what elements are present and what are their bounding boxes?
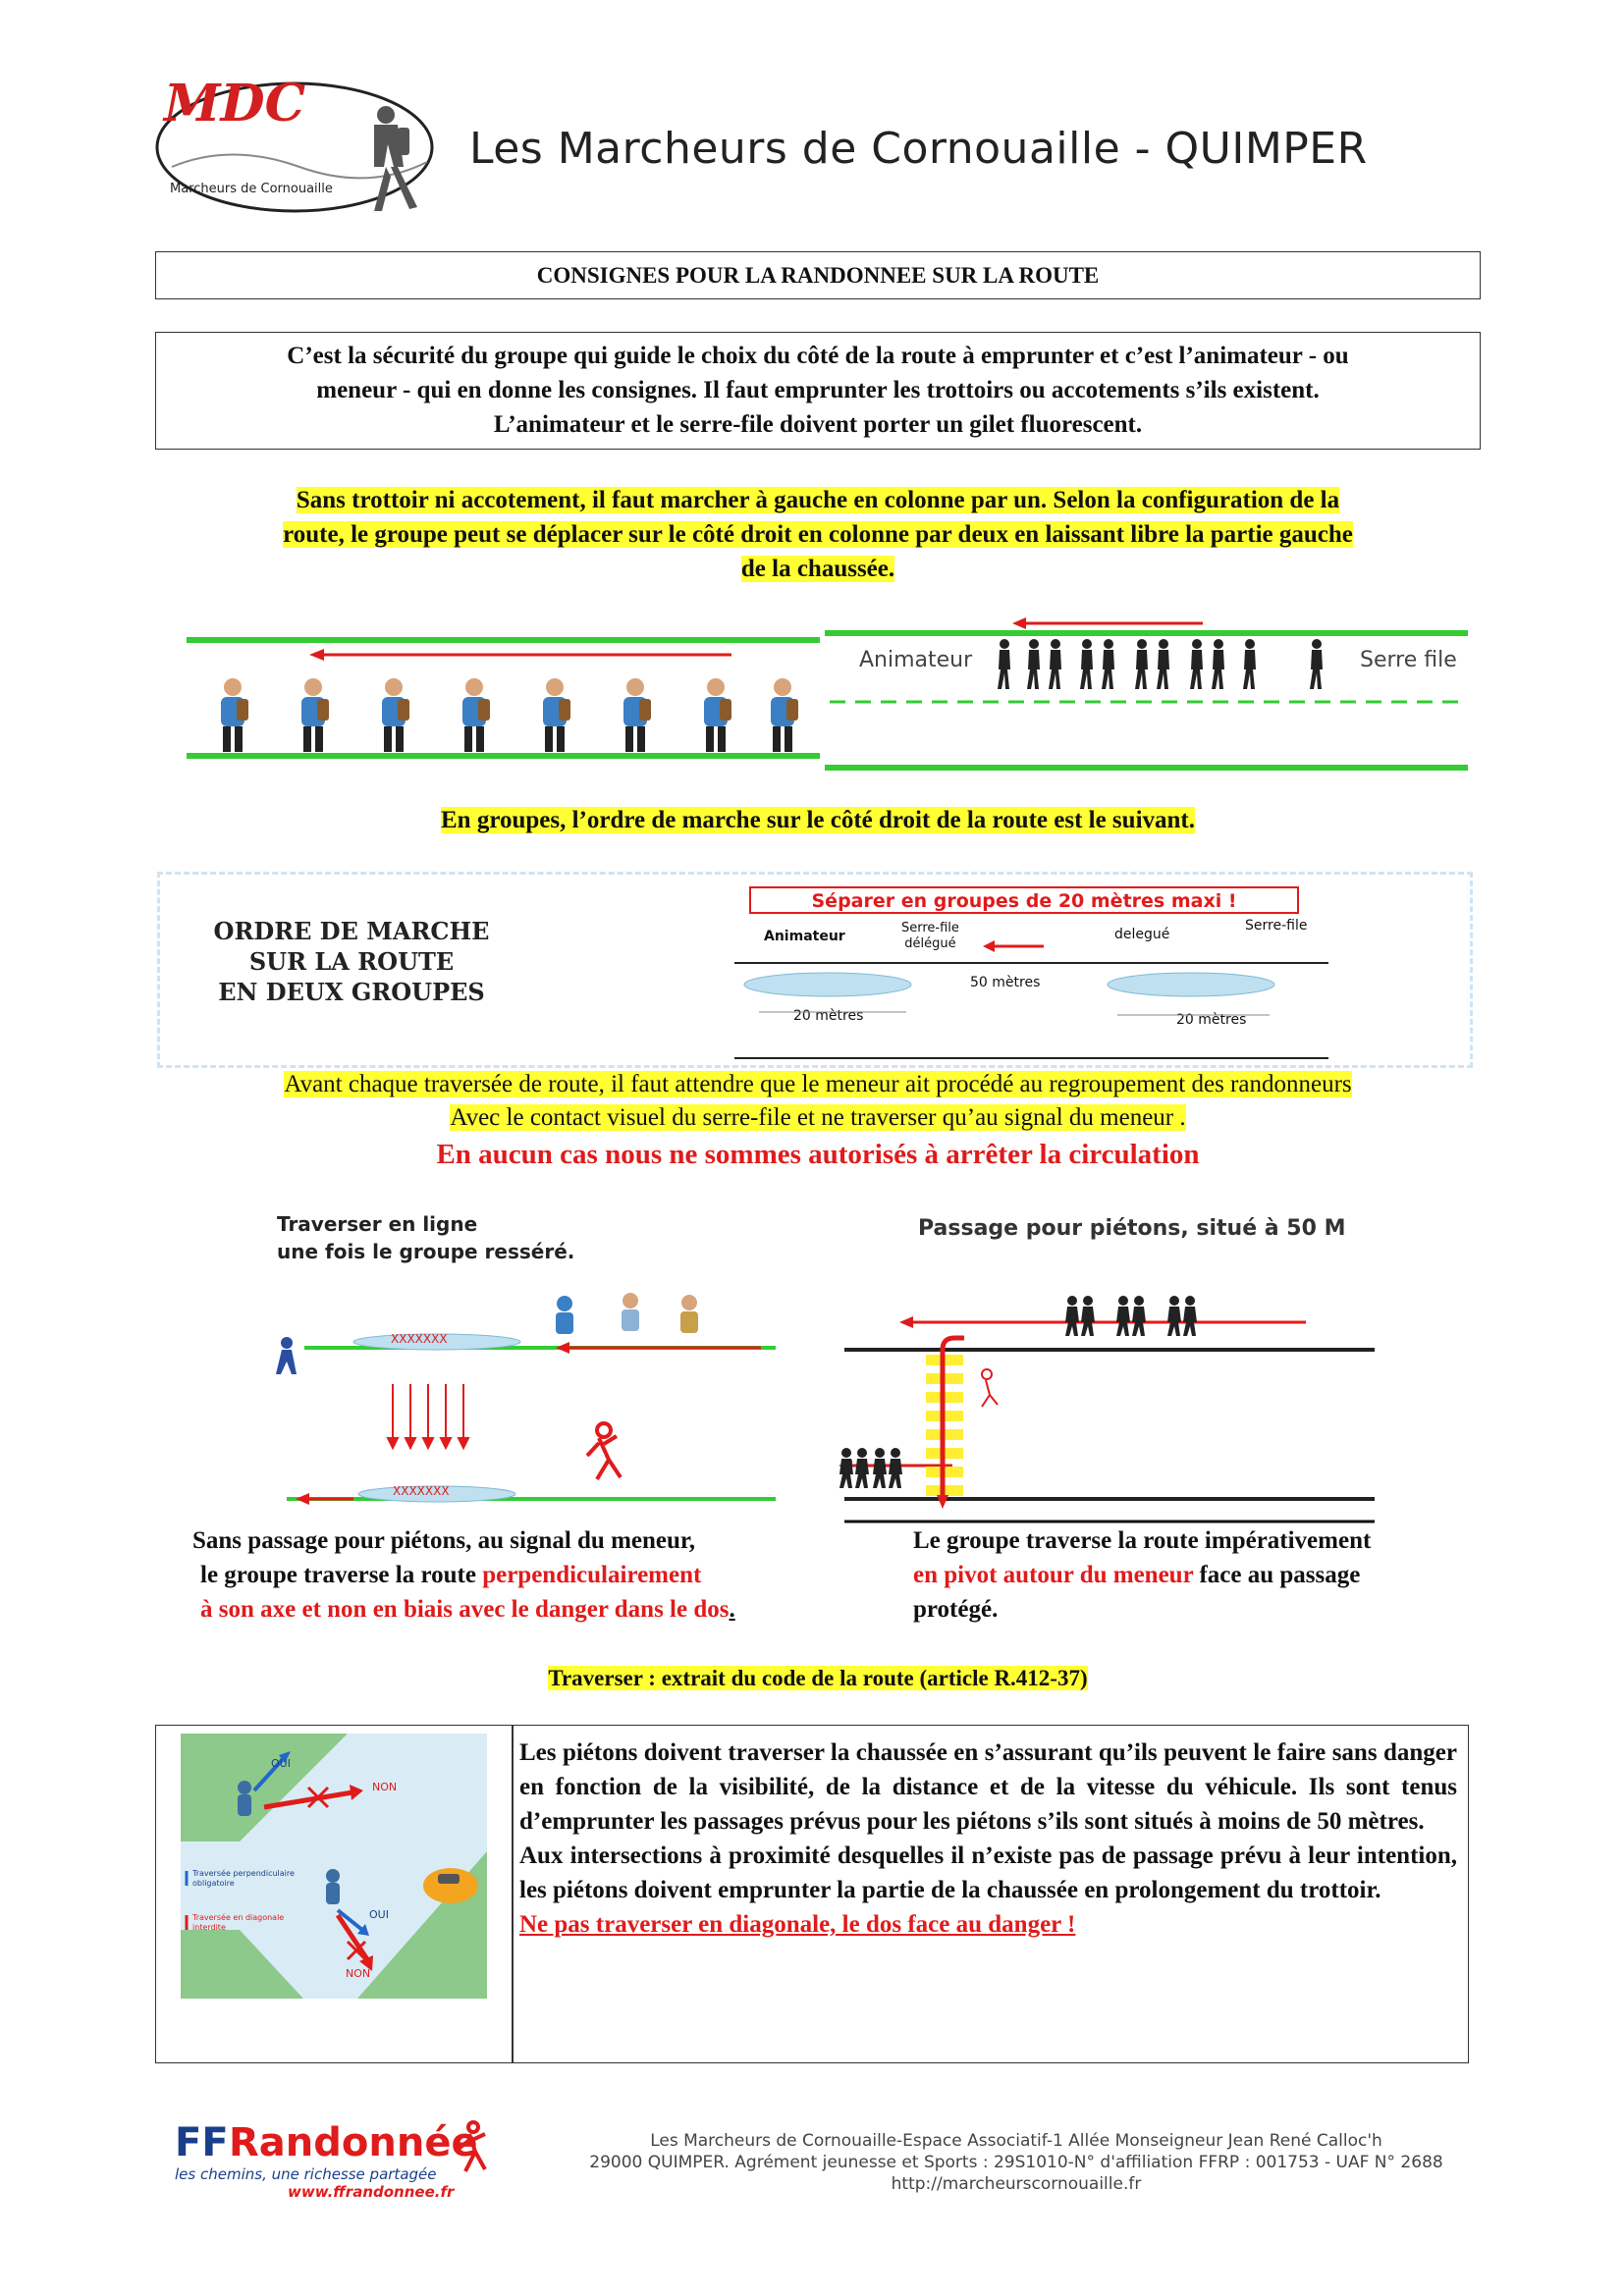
brand-tagline: les chemins, une richesse partagée: [175, 2165, 437, 2183]
crossing-figure: [265, 1202, 1384, 1526]
rule-line: route, le groupe peut se déplacer sur le côté droit en colonne par deux en laissant libre la partie gauche: [283, 521, 1353, 548]
brand-randonnee: Randonnée: [229, 2120, 478, 2165]
legend-diagonal: Traversée en diagonale interdite: [192, 1913, 285, 1932]
oui-label: OUI: [369, 1908, 389, 1921]
non-label: NON: [346, 1967, 371, 1980]
road-column-figure: [182, 609, 1478, 775]
caption-no-crosswalk: Sans passage pour piétons, au signal du meneur, le groupe traverse la route perpendiculairement à son axe et non en biais avec le danger dans le dos.: [192, 1527, 735, 1623]
oui-label: OUI: [271, 1757, 291, 1770]
group-length-label: 20 mètres: [1176, 1012, 1247, 1028]
serre-file-delegue-label: Serre-file délégué: [901, 921, 959, 951]
legend-perpendicular: Traversée perpendiculaire obligatoire: [192, 1869, 295, 1888]
march-order-title: ORDRE DE MARCHE SUR LA ROUTE EN DEUX GROUPES: [213, 917, 490, 1006]
group-length-label: 20 mètres: [793, 1008, 864, 1024]
crossing-left-title: Traverser en ligne une fois le groupe resséré.: [277, 1212, 575, 1263]
page-title: CONSIGNES POUR LA RANDONNEE SUR LA ROUTE: [155, 251, 1481, 299]
logo-text: MDC: [164, 74, 306, 133]
animateur-label: Animateur: [859, 648, 973, 672]
non-label: NON: [372, 1781, 398, 1793]
animateur-label: Animateur: [764, 929, 845, 944]
serre-file-label: Serre file: [1360, 648, 1457, 672]
intro-box: [155, 332, 1481, 450]
march-order-figure: [157, 872, 1473, 1068]
crosswalk-title: Passage pour piétons, situé à 50 M: [918, 1216, 1346, 1241]
intro-line: meneur - qui en donne les consignes. Il faut emprunter les trottoirs ou accotements s’ils existent.: [316, 377, 1320, 403]
club-title: Les Marcheurs de Cornouaille - QUIMPER: [469, 124, 1368, 174]
intersection-illustration: [181, 1734, 487, 1999]
code-paragraph: Les piétons doivent traverser la chaussée en s’assurant qu’ils peuvent le faire sans danger en fonction de la visibilité, de la distance et de la vitesse du véhicule. Ils sont tenus d’emprunter les passages prévus pour les piétons s’ils sont situés à moins de 50 mètres.: [519, 1739, 1457, 1835]
code-paragraph: Aux intersections à proximité desquelles il n’existe pas de passage prévu à leur intention, les piétons doivent emprunter la partie de la chaussée en prolongement du trottoir.: [519, 1842, 1457, 1903]
rule-line: Sans trottoir ni accotement, il faut marcher à gauche en colonne par un. Selon la configuration de la: [296, 487, 1340, 513]
separate-groups-banner: Séparer en groupes de 20 mètres maxi !: [749, 886, 1299, 914]
code-table: [155, 1725, 1469, 2063]
group-mark: XXXXXXX: [393, 1484, 450, 1498]
hiker-pairs: [997, 638, 1350, 697]
logo-subtitle: Marcheurs de Cornouaille: [170, 182, 333, 196]
group-mark: XXXXXXX: [391, 1332, 448, 1346]
caption-crosswalk: Le groupe traverse la route impérativement en pivot autour du meneur face au passage protégé.: [913, 1527, 1372, 1623]
groups-caption: En groupes, l’ordre de marche sur le côté droit de la route est le suivant.: [440, 807, 1195, 833]
intro-line: L’animateur et le serre-file doivent porter un gilet fluorescent.: [493, 411, 1143, 438]
rule-line: de la chaussée.: [740, 556, 895, 582]
code-text: [519, 1735, 1457, 1942]
club-logo: [152, 74, 442, 221]
intro-line: C’est la sécurité du groupe qui guide le choix du côté de la route à emprunter et c’est l’animateur - ou: [287, 343, 1349, 369]
code-title: Traverser : extrait du code de la route (article R.412-37): [548, 1666, 1088, 1690]
table-divider: [512, 1726, 514, 2062]
single-file-rule: [147, 483, 1489, 586]
traffic-warning: En aucun cas nous ne sommes autorisés à arrêter la circulation: [436, 1139, 1200, 1170]
ffrandonnee-logo: [175, 2120, 499, 2199]
hiker-row: [211, 675, 820, 764]
code-warning: Ne pas traverser en diagonale, le dos face au danger !: [519, 1911, 1076, 1938]
footer-address: Les Marcheurs de Cornouaille-Espace Associatif-1 Allée Monseigneur Jean René Calloc'h 29000 QUIMPER. Agrément jeunesse et Sports : 29S1010-N° d'affiliation FFRP : 001753 - UAF N° 2688 http://marcheurscornouaille.fr: [589, 2131, 1443, 2194]
brand-ff: FF: [175, 2120, 229, 2165]
delegue-label: delegué: [1114, 927, 1170, 942]
brand-site: www.ffrandonnee.fr: [288, 2183, 455, 2201]
serre-file-label: Serre-file: [1245, 918, 1308, 934]
crossing-rules: Avant chaque traversée de route, il faut attendre que le meneur ait procédé au regroupement des randonneurs Avec le contact visuel du serre-file et ne traverser qu’au signal du meneur .: [284, 1071, 1352, 1131]
gap-label: 50 mètres: [970, 975, 1041, 990]
